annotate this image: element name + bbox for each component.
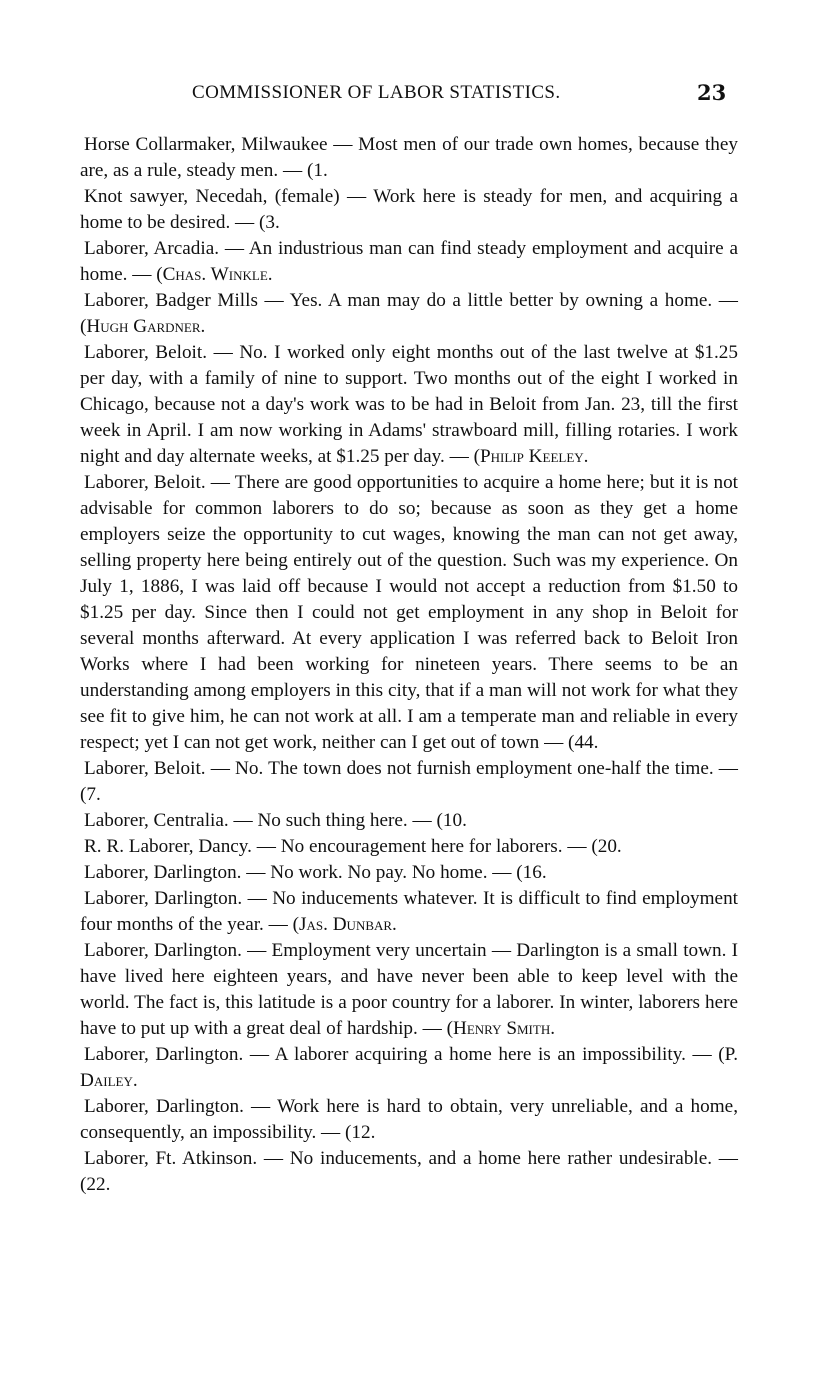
entry-text: Laborer, Darlington. — Employment very uncertain — Darlington is a small town. I have lived here eighteen years, and have never been able to keep level with the world. The fact is, this latitude is a poor country for a laborer. In winter, laborers here have to put up with a great deal of hardship. — ( xyxy=(80,940,738,1039)
header-title: COMMISSIONER OF LABOR STATISTICS. xyxy=(192,82,561,103)
entry-signature: Henry Smith. xyxy=(453,1018,556,1039)
entry xyxy=(80,288,738,340)
entry-text: Laborer, Arcadia. — An industrious man can find steady employment and acquire a home. — ( xyxy=(80,238,738,285)
entry-text: Laborer, Darlington. — No inducements whatever. It is difficult to find employment four months of the year. — ( xyxy=(80,888,738,935)
entry xyxy=(80,470,738,756)
entry xyxy=(80,756,738,808)
entry-signature: Jas. Dunbar. xyxy=(299,914,397,935)
entry-signature: Philip Keeley. xyxy=(479,446,589,467)
entry-text: Laborer, Beloit. — No. The town does not furnish employment one-half the time. — (7. xyxy=(80,758,738,805)
entry xyxy=(80,886,738,938)
entry-text: Horse Collarmaker, Milwaukee — Most men of our trade own homes, because they are, as a rule, steady men. — (1. xyxy=(80,134,738,181)
entry xyxy=(80,236,738,288)
entry-text: Knot sawyer, Necedah, (female) — Work here is steady for men, and acquiring a home to be desired. — (3. xyxy=(80,186,738,233)
page-number: 23 xyxy=(697,80,727,105)
entry xyxy=(80,1042,738,1094)
entry xyxy=(80,808,738,834)
entry-text: Laborer, Badger Mills — Yes. A man may do a little better by owning a home. — ( xyxy=(80,290,738,337)
entry-text: Laborer, Darlington. — A laborer acquiring a home here is an impossibility. — ( xyxy=(84,1044,725,1065)
entry xyxy=(80,184,738,236)
entry-text: Laborer, Beloit. — No. I worked only eight months out of the last twelve at $1.25 per day, with a family of nine to support. Two months out of the eight I worked in Chicago, because not a day's work was to be had in Beloit from Jan. 23, till the first week in April. I am now working in Adams' strawboard mill, filling rotaries. I work night and day alternate weeks, at $1.25 per day. — ( xyxy=(80,342,738,467)
entry xyxy=(80,132,738,184)
entry xyxy=(80,834,738,860)
entry xyxy=(80,1094,738,1146)
entry-signature: P. Dailey. xyxy=(80,1044,738,1091)
entry xyxy=(80,860,738,886)
body-text xyxy=(80,132,738,1198)
entry xyxy=(80,340,738,470)
entry-text: Laborer, Centralia. — No such thing here. — (10. xyxy=(84,810,467,831)
entry-text: R. R. Laborer, Dancy. — No encouragement here for laborers. — (20. xyxy=(84,836,622,857)
entry-text: Laborer, Darlington. — Work here is hard to obtain, very unreliable, and a home, consequently, an impossibility. — (12. xyxy=(80,1096,738,1143)
entry xyxy=(80,938,738,1042)
entry-text: Laborer, Ft. Atkinson. — No inducements, and a home here rather undesirable. — (22. xyxy=(80,1148,738,1195)
entry-text: Laborer, Darlington. — No work. No pay. No home. — (16. xyxy=(84,862,547,883)
entry-signature: Hugh Gardner. xyxy=(86,316,206,337)
running-header xyxy=(0,82,824,112)
entry-signature: Chas. Winkle. xyxy=(162,264,273,285)
entry-text: Laborer, Beloit. — There are good opportunities to acquire a home here; but it is not advisable for common laborers to do so; because as soon as they get a home employers seize the opportunity to cut wages, knowing the man can not get away, selling property here being entirely out of the question. Such was my experience. On July 1, 1886, I was laid off because I would not accept a reduction from $1.50 to $1.25 per day. Since then I could not get employment in any shop in Beloit for several months afterward. At every application I was referred back to Beloit Iron Works where I had been working for nineteen years. There seems to be an understanding among employers in this city, that if a man will not work for what they see fit to give him, he can not work at all. I am a temperate man and reliable in every respect; yet I can not get work, neither can I get out of town — (44. xyxy=(80,472,738,753)
entry xyxy=(80,1146,738,1198)
